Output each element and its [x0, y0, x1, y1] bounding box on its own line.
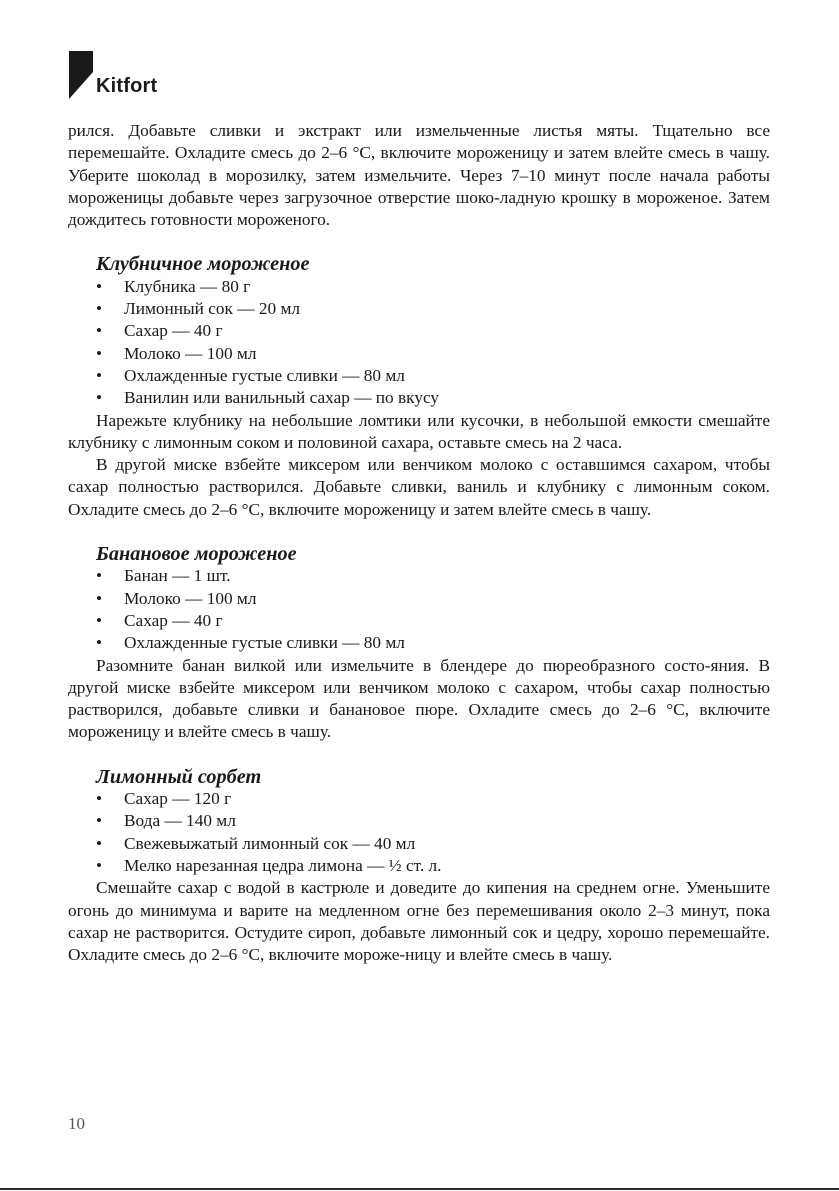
- recipe-step: Разомните банан вилкой или измельчите в блендере до пюреобразного состо-яния. В другой миске взбейте миксером или венчиком молоко с сахаром, чтобы сахар полностью растворился, добавьте сливки и банановое пюре. Охладите смесь до 2–6 °C, включите мороженицу и влейте смесь в чашу.: [68, 655, 770, 742]
- list-item: [68, 276, 770, 298]
- recipe-step: В другой миске взбейте миксером или венчиком молоко с оставшимся сахаром, чтобы сахар полностью растворился. Добавьте сливки, ваниль и клубнику с лимонным соком. Охладите смесь до 2–6 °C, включите мороженицу и затем влейте смесь в чашу.: [68, 455, 770, 519]
- bullet-icon: •: [96, 833, 103, 853]
- ingredient-text: Свежевыжатый лимонный сок — 40 мл: [124, 833, 416, 853]
- brand-name: Kitfort: [96, 75, 158, 97]
- bullet-icon: •: [96, 588, 103, 608]
- list-item: [68, 588, 770, 610]
- ingredient-text: Охлажденные густые сливки — 80 мл: [124, 633, 405, 653]
- intro-paragraph: рился. Добавьте сливки и экстракт или измельченные листья мяты. Тщательно все перемешайте. Охладите смесь до 2–6 °C, включите мороженицу и затем влейте смесь в чашу. Уберите шоколад в морозилку, затем измельчите. Через 7–10 минут после начала работы мороженицы добавьте через загрузочное отверстие шоко-ладную крошку в мороженое. Затем дождитесь готовности мороженого.: [68, 121, 770, 230]
- ingredient-text: Охлажденные густые сливки — 80 мл: [124, 365, 405, 385]
- bullet-icon: •: [96, 855, 103, 875]
- bottom-divider: [0, 1188, 839, 1190]
- ingredient-text: Сахар — 40 г: [124, 610, 223, 630]
- list-item: [68, 320, 770, 342]
- list-item: [68, 632, 770, 654]
- list-item: [68, 365, 770, 387]
- list-item: [68, 610, 770, 632]
- bullet-icon: •: [96, 610, 103, 630]
- ingredient-text: Сахар — 40 г: [124, 321, 223, 341]
- list-item: [68, 565, 770, 587]
- recipe-title: Банановое мороженое: [96, 543, 297, 566]
- bullet-icon: •: [96, 276, 103, 296]
- ingredient-text: Лимонный сок — 20 мл: [124, 299, 301, 319]
- ingredient-text: Молоко — 100 мл: [124, 343, 257, 363]
- bullet-icon: •: [96, 365, 103, 385]
- bullet-icon: •: [96, 811, 103, 831]
- bullet-icon: •: [96, 343, 103, 363]
- ingredient-text: Ванилин или ванильный сахар — по вкусу: [124, 388, 440, 408]
- ingredient-text: Банан — 1 шт.: [124, 566, 231, 586]
- recipe-title: Клубничное мороженое: [96, 253, 310, 276]
- list-item: [68, 343, 770, 365]
- ingredient-text: Клубника — 80 г: [124, 276, 251, 296]
- list-item: [68, 855, 770, 877]
- recipe-step: Смешайте сахар с водой в кастрюле и доведите до кипения на среднем огне. Уменьшите огонь до минимума и варите на медленном огне без перемешивания около 2–3 минут, пока сахар не растворится. Остудите сироп, добавьте лимонный сок и цедру, хорошо перемешайте. Охладите смесь до 2–6 °C, включите мороже-ницу и влейте смесь в чашу.: [68, 878, 770, 965]
- document-body: [68, 120, 770, 966]
- recipe-strawberry: [68, 253, 770, 521]
- bullet-icon: •: [96, 388, 103, 408]
- recipe-step: Нарежьте клубнику на небольшие ломтики или кусочки, в небольшой емкости смешайте клубнику с лимонным соком и половиной сахара, оставьте смесь на 2 часа.: [68, 410, 770, 452]
- ingredient-text: Мелко нарезанная цедра лимона — ½ ст. л.: [124, 855, 442, 875]
- ingredient-text: Сахар — 120 г: [124, 789, 232, 809]
- list-item: [68, 833, 770, 855]
- recipe-banana: [68, 543, 770, 744]
- bullet-icon: •: [96, 299, 103, 319]
- brand-logo: [68, 48, 157, 100]
- ingredient-list: [68, 565, 770, 654]
- recipe-lemon-sorbet: [68, 766, 770, 967]
- ingredient-text: Молоко — 100 мл: [124, 588, 257, 608]
- page-number: 10: [68, 1114, 85, 1133]
- bullet-icon: •: [96, 566, 103, 586]
- recipe-title: Лимонный сорбет: [96, 765, 262, 788]
- list-item: [68, 387, 770, 409]
- ingredient-list: [68, 276, 770, 410]
- list-item: [68, 298, 770, 320]
- bullet-icon: •: [96, 321, 103, 341]
- ingredient-text: Вода — 140 мл: [124, 811, 236, 831]
- list-item: [68, 810, 770, 832]
- kitfort-logo-icon: [68, 50, 94, 100]
- list-item: [68, 788, 770, 810]
- bullet-icon: •: [96, 789, 103, 809]
- ingredient-list: [68, 788, 770, 877]
- bullet-icon: •: [96, 633, 103, 653]
